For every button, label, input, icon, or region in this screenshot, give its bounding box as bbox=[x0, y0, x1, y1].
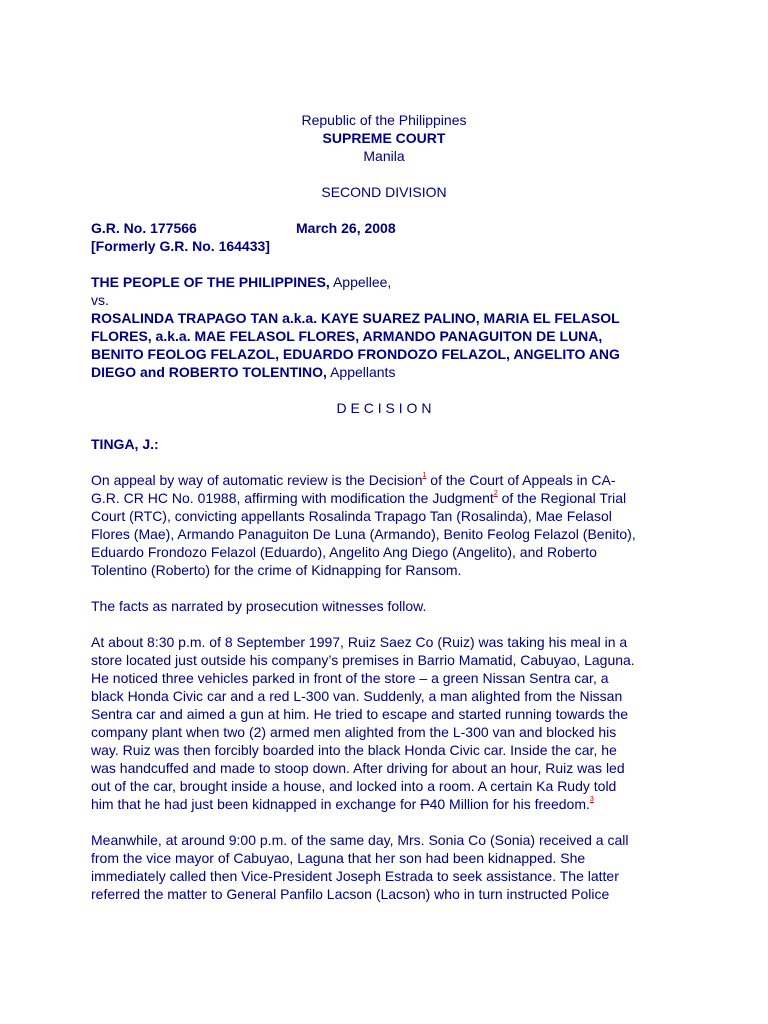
gr-number bbox=[91, 219, 197, 237]
paragraph-line: Sentra car and aimed a gun at him. He tried to escape and started running towards the bbox=[91, 706, 628, 722]
paragraph-4 bbox=[91, 831, 691, 903]
appellee-line bbox=[91, 273, 391, 291]
paragraph-line: At about 8:30 p.m. of 8 September 1997, Ruiz Saez Co (Ruiz) was taking his meal in a bbox=[91, 634, 628, 650]
republic-line: Republic of the Philippines bbox=[301, 112, 467, 128]
paragraph-3 bbox=[91, 633, 691, 813]
paragraph-text: of the Court of Appeals in CA- bbox=[426, 472, 616, 488]
decision-date-text: March 26, 2008 bbox=[296, 220, 396, 236]
court-name-text: SUPREME COURT bbox=[322, 130, 446, 146]
appellants-last-line bbox=[91, 363, 691, 381]
paragraph-line: black Honda Civic car and a red L-300 van. Suddenly, a man alighted from the Nissan bbox=[91, 688, 623, 704]
paragraph-text: 40 Million for his freedom. bbox=[429, 796, 590, 812]
division-line: SECOND DIVISION bbox=[321, 184, 447, 200]
paragraph-line: was handcuffed and made to stoop down. After driving for about an hour, Ruiz was led bbox=[91, 760, 625, 776]
court-name bbox=[0, 129, 768, 147]
appellants-last-names: DIEGO and ROBERTO TOLENTINO, bbox=[91, 364, 327, 380]
paragraph-line: Tolentino (Roberto) for the crime of Kidnapping for Ransom. bbox=[91, 562, 462, 578]
decision-date bbox=[296, 219, 396, 237]
appellants-line: ROSALINDA TRAPAGO TAN a.k.a. KAYE SUAREZ PALINO, MARIA EL FELASOL bbox=[91, 310, 620, 326]
ponente bbox=[91, 435, 159, 453]
appellants-line: FLORES, a.k.a. MAE FELASOL FLORES, ARMANDO PANAGUITON DE LUNA, bbox=[91, 328, 603, 344]
versus-line: vs. bbox=[91, 292, 109, 308]
paragraph-line: immediately called then Vice-President Joseph Estrada to seek assistance. The latter bbox=[91, 868, 619, 884]
peso-sign: P bbox=[420, 796, 430, 812]
appellee-name: THE PEOPLE OF THE PHILIPPINES, bbox=[91, 274, 330, 290]
appellants-line: BENITO FEOLOG FELAZOL, EDUARDO FRONDOZO FELAZOL, ANGELITO ANG bbox=[91, 346, 620, 362]
ponente-text: TINGA, J.: bbox=[91, 436, 159, 452]
paragraph-line: from the vice mayor of Cabuyao, Laguna that her son had been kidnapped. She bbox=[91, 850, 586, 866]
paragraph-line: store located just outside his company’s premises in Barrio Mamatid, Cabuyao, Laguna. bbox=[91, 652, 635, 668]
paragraph-line: out of the car, brought inside a house, and locked into a room. A certain Ka Rudy told bbox=[91, 778, 617, 794]
paragraph-line: Court (RTC), convicting appellants Rosalinda Trapago Tan (Rosalinda), Mae Felasol bbox=[91, 508, 612, 524]
paragraph-line bbox=[91, 489, 691, 507]
paragraph-line: Eduardo Frondozo Felazol (Eduardo), Angelito Ang Diego (Angelito), and Roberto bbox=[91, 544, 597, 560]
former-gr-number-text: [Formerly G.R. No. 164433] bbox=[91, 238, 270, 254]
footnote-link-3[interactable]: 3 bbox=[589, 796, 594, 803]
paragraph-line bbox=[91, 795, 691, 813]
paragraph-text: On appeal by way of automatic review is the Decision bbox=[91, 472, 423, 488]
paragraph-line: He noticed three vehicles parked in front of the store – a green Nissan Sentra car, a bbox=[91, 670, 609, 686]
paragraph-text: G.R. CR HC No. 01988, affirming with modification the Judgment bbox=[91, 490, 494, 506]
footnote-link-1[interactable]: 1 bbox=[422, 472, 427, 479]
city-line: Manila bbox=[363, 148, 405, 164]
appellee-role: Appellee, bbox=[329, 274, 392, 290]
gr-number-text: G.R. No. 177566 bbox=[91, 220, 197, 236]
appellants-role: Appellants bbox=[326, 364, 396, 380]
appellants-block bbox=[91, 309, 691, 381]
decision-heading: D E C I S I O N bbox=[336, 400, 432, 416]
paragraph-line: company plant when two (2) armed men alighted from the L-300 van and blocked his bbox=[91, 724, 617, 740]
paragraph-line: way. Ruiz was then forcibly boarded into the black Honda Civic car. Inside the car, he bbox=[91, 742, 617, 758]
paragraph-line bbox=[91, 471, 691, 489]
paragraph-text: him that he had just been kidnapped in exchange for bbox=[91, 796, 421, 812]
paragraph-2: The facts as narrated by prosecution witnesses follow. bbox=[91, 598, 427, 614]
paragraph-line: Flores (Mae), Armando Panaguiton De Luna (Armando), Benito Feolog Felazol (Benito), bbox=[91, 526, 636, 542]
paragraph-line: Meanwhile, at around 9:00 p.m. of the same day, Mrs. Sonia Co (Sonia) received a call bbox=[91, 832, 629, 848]
paragraph-1 bbox=[91, 471, 691, 579]
paragraph-line: referred the matter to General Panfilo Lacson (Lacson) who in turn instructed Police bbox=[91, 886, 610, 902]
former-gr-number bbox=[91, 237, 270, 255]
footnote-link-2[interactable]: 2 bbox=[493, 490, 498, 497]
paragraph-text: of the Regional Trial bbox=[497, 490, 627, 506]
